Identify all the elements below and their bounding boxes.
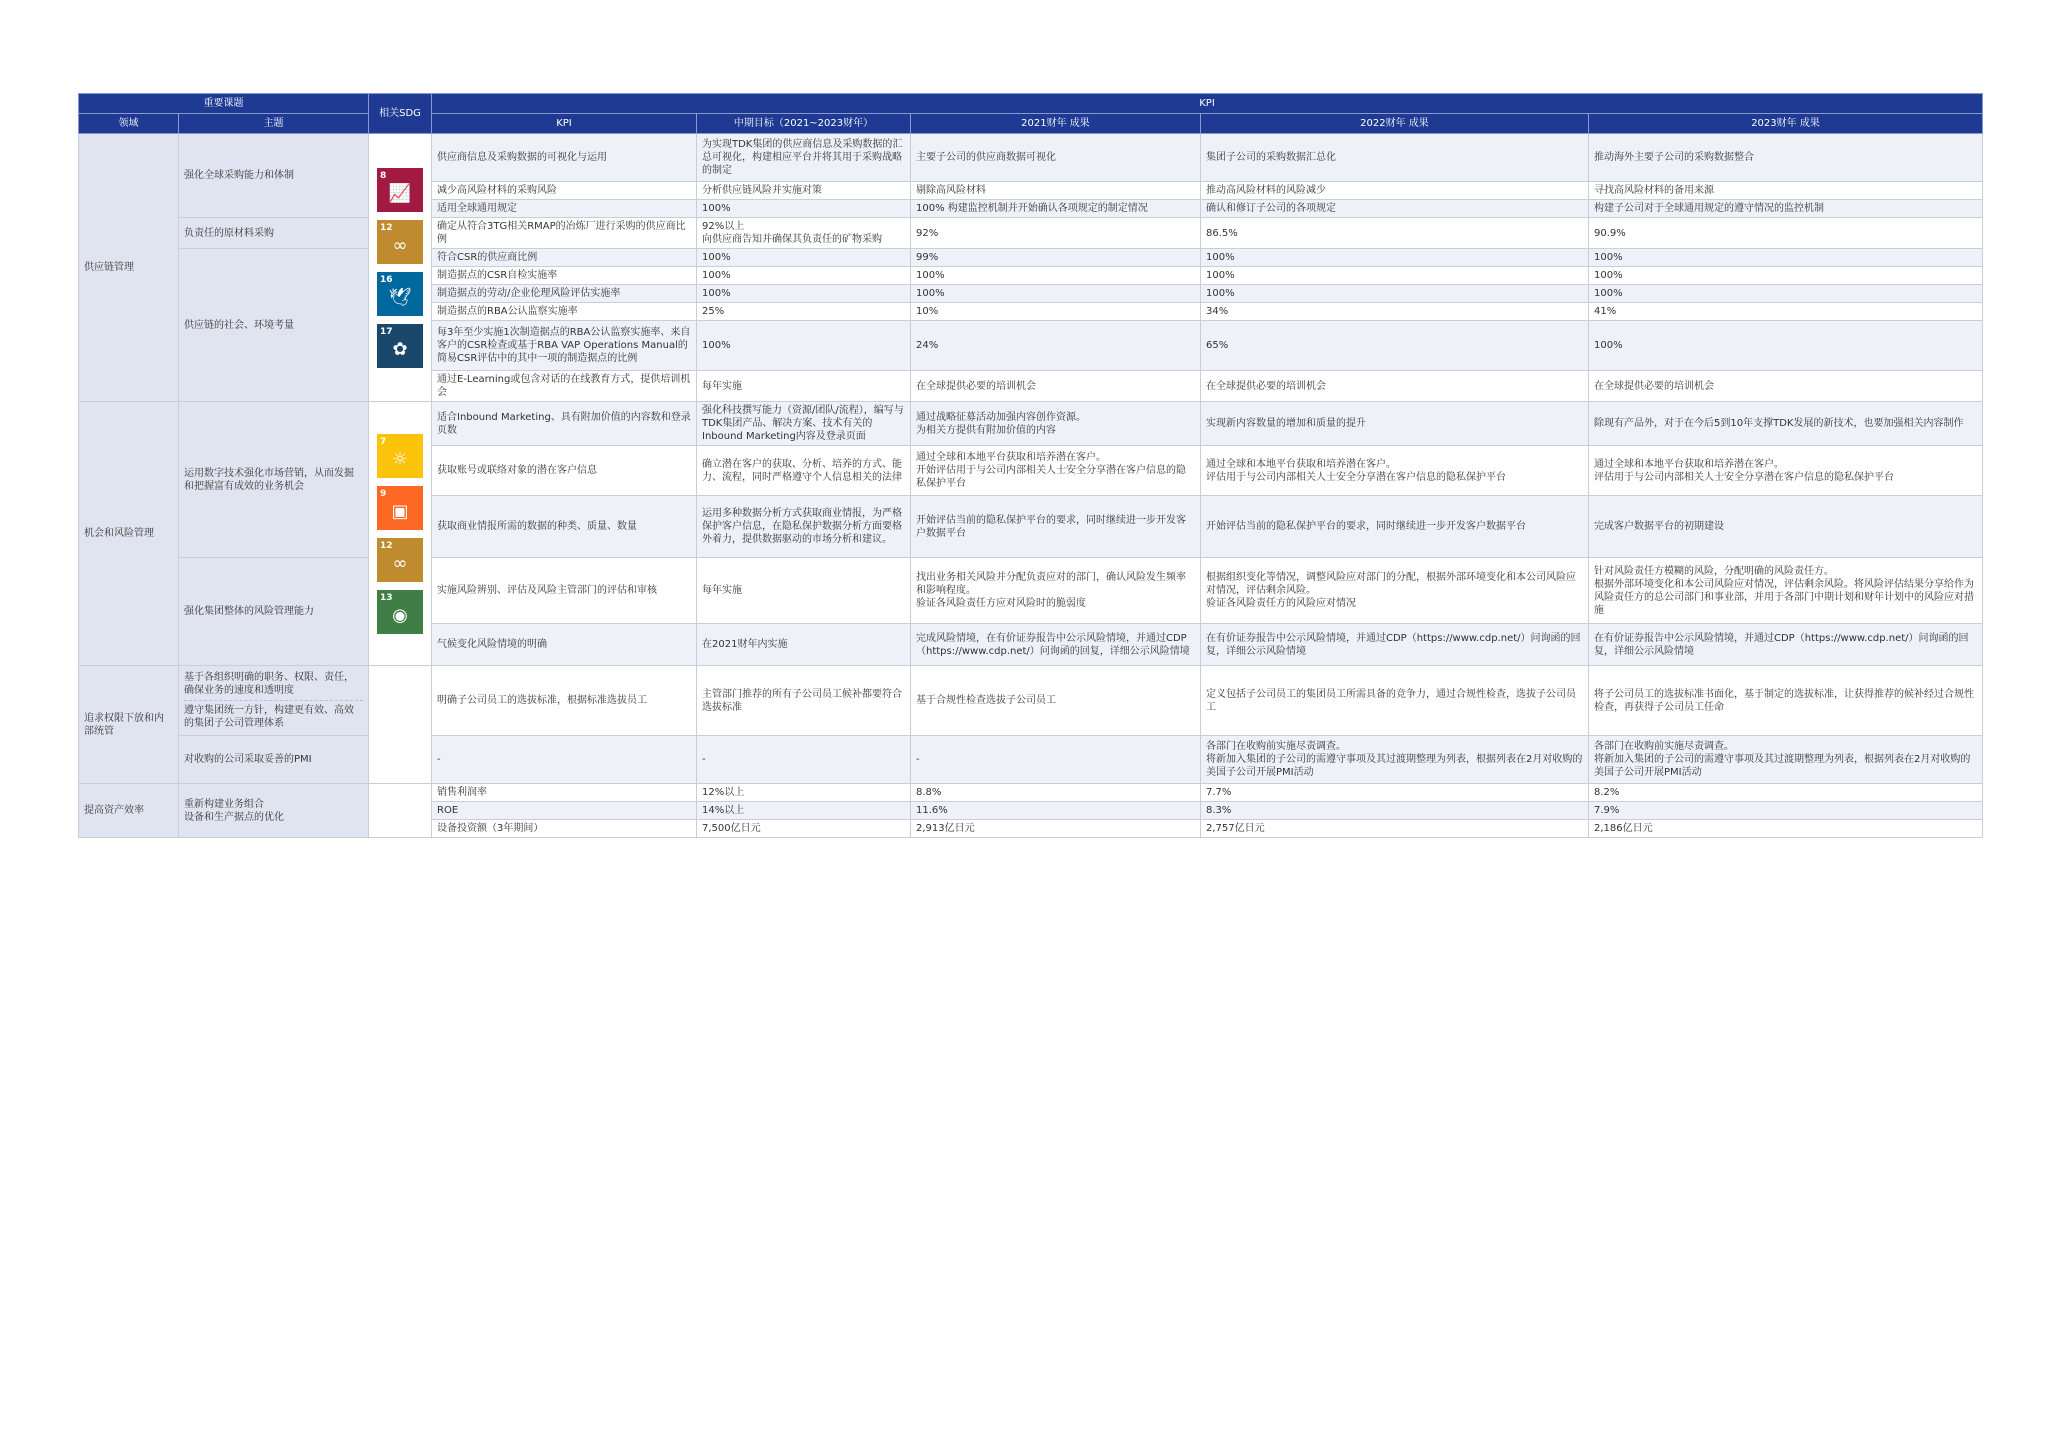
fy2022-cell: 7.7% <box>1201 784 1589 802</box>
mid-target-cell: - <box>697 736 911 784</box>
fy2021-cell: 24% <box>911 321 1201 371</box>
fy2023-cell: 100% <box>1589 267 1983 285</box>
fy2023-cell: 100% <box>1589 321 1983 371</box>
fy2023-cell: 在全球提供必要的培训机会 <box>1589 371 1983 402</box>
kpi-cell: 通过E-Learning或包含对话的在线教育方式，提供培训机会 <box>432 371 697 402</box>
mid-target-cell: 确立潜在客户的获取、分析、培养的方式、能力、流程，同时严格遵守个人信息相关的法律 <box>697 446 911 496</box>
mid-target-cell: 100% <box>697 285 911 303</box>
fy2023-cell: 各部门在收购前实施尽责调查。 将新加入集团的子公司的需遵守事项及其过渡期整理为列表，根据列表在2月对收购的美国子公司开展PMI活动 <box>1589 736 1983 784</box>
mid-target-header: 中期目标（2021~2023财年） <box>697 114 911 134</box>
mid-target-cell: 强化科技撰写能力（资源/团队/流程），编写与TDK集团产品、解决方案、技术有关的Inbound Marketing内容及登录页面 <box>697 402 911 446</box>
kpi-header: KPI <box>432 114 697 134</box>
fy2022-cell: 确认和修订子公司的各项规定 <box>1201 200 1589 218</box>
table-row <box>79 666 1983 736</box>
table-row <box>79 249 1983 267</box>
fy2022-cell: 集团子公司的采购数据汇总化 <box>1201 134 1589 182</box>
mid-target-cell: 100% <box>697 321 911 371</box>
partnerships-icon: 17 ✿ <box>377 324 423 368</box>
table-row <box>79 402 1983 446</box>
mid-target-cell: 14%以上 <box>697 802 911 820</box>
mid-target-cell: 每年实施 <box>697 558 911 624</box>
fy2022-cell: 开始评估当前的隐私保护平台的要求，同时继续进一步开发客户数据平台 <box>1201 496 1589 558</box>
mid-target-cell: 100% <box>697 200 911 218</box>
table-row <box>79 784 1983 802</box>
fy2023-cell: 寻找高风险材料的备用来源 <box>1589 182 1983 200</box>
fy2021-cell: 完成风险情境，在有价证券报告中公示风险情境，并通过CDP（https://www.cdp.net/）问询函的回复，详细公示风险情境 <box>911 624 1201 666</box>
fy2023-cell: 90.9% <box>1589 218 1983 249</box>
fy2021-cell: 11.6% <box>911 802 1201 820</box>
fy2021-cell: 100% <box>911 285 1201 303</box>
kpi-cell: ROE <box>432 802 697 820</box>
fy2021-cell: 8.8% <box>911 784 1201 802</box>
kpi-cell: 明确子公司员工的选拔标准，根据标准选拔员工 <box>432 666 697 736</box>
table-row <box>79 558 1983 624</box>
domain-asset-efficiency: 提高资产效率 <box>79 784 179 838</box>
fy2021-cell: 92% <box>911 218 1201 249</box>
fy2021-cell: 10% <box>911 303 1201 321</box>
theme-header: 主题 <box>179 114 369 134</box>
fy2021-cell: 2,913亿日元 <box>911 820 1201 838</box>
theme-clear-roles-text: 基于各组织明确的职务、权限、责任，确保业务的速度和透明度 <box>184 668 363 701</box>
fy2022-cell: 8.3% <box>1201 802 1589 820</box>
fy2023-cell: 除现有产品外，对于在今后5到10年支撑TDK发展的新技术，也要加强相关内容制作 <box>1589 402 1983 446</box>
table-row <box>79 736 1983 784</box>
fy2022-cell: 推动高风险材料的风险减少 <box>1201 182 1589 200</box>
kpi-cell: 获取账号或联络对象的潜在客户信息 <box>432 446 697 496</box>
fy2023-cell: 7.9% <box>1589 802 1983 820</box>
kpi-cell: 气候变化风险情境的明确 <box>432 624 697 666</box>
fy2022-cell: 100% <box>1201 249 1589 267</box>
fy2022-header: 2022财年 成果 <box>1201 114 1589 134</box>
peace-justice-icon: 16 🕊 <box>377 272 423 316</box>
fy2021-cell: 基于合规性检查选拔子公司员工 <box>911 666 1201 736</box>
fy2023-cell: 在有价证券报告中公示风险情境，并通过CDP（https://www.cdp.net/）问询函的回复，详细公示风险情境 <box>1589 624 1983 666</box>
mid-target-cell: 为实现TDK集团的供应商信息及采购数据的汇总可视化，构建相应平台并将其用于采购战略的制定 <box>697 134 911 182</box>
fy2022-cell: 在有价证券报告中公示风险情境，并通过CDP（https://www.cdp.net/）问询函的回复，详细公示风险情境 <box>1201 624 1589 666</box>
theme-clear-roles <box>179 666 369 736</box>
theme-responsible-materials: 负责任的原材料采购 <box>179 218 369 249</box>
fy2021-cell: 通过战略征募活动加强内容创作资源。 为相关方提供有附加价值的内容 <box>911 402 1201 446</box>
responsible-consumption-icon: 12 ∞ <box>377 220 423 264</box>
fy2023-cell: 将子公司员工的选拔标准书面化，基于制定的选拔标准，让获得推荐的候补经过合规性检查，再获得子公司员工任命 <box>1589 666 1983 736</box>
fy2021-cell: 开始评估当前的隐私保护平台的要求，同时继续进一步开发客户数据平台 <box>911 496 1201 558</box>
kpi-cell: 适合Inbound Marketing、具有附加价值的内容数和登录页数 <box>432 402 697 446</box>
theme-risk-management: 强化集团整体的风险管理能力 <box>179 558 369 666</box>
kpi-cell: 确定从符合3TG相关RMAP的冶炼厂进行采购的供应商比例 <box>432 218 697 249</box>
responsible-consumption-icon-2: 12 ∞ <box>377 538 423 582</box>
fy2022-cell: 34% <box>1201 303 1589 321</box>
theme-supply-chain-social: 供应链的社会、环境考量 <box>179 249 369 402</box>
fy2021-cell: 找出业务相关风险并分配负责应对的部门，确认风险发生频率和影响程度。 验证各风险责任方应对风险时的脆弱度 <box>911 558 1201 624</box>
theme-portfolio: 重新构建业务组合 设备和生产据点的优化 <box>179 784 369 838</box>
fy2022-cell: 65% <box>1201 321 1589 371</box>
fy2023-cell: 2,186亿日元 <box>1589 820 1983 838</box>
fy2022-cell: 在全球提供必要的培训机会 <box>1201 371 1589 402</box>
fy2023-header: 2023财年 成果 <box>1589 114 1983 134</box>
fy2023-cell: 41% <box>1589 303 1983 321</box>
fy2021-cell: 99% <box>911 249 1201 267</box>
kpi-cell: 设备投资额（3年期间） <box>432 820 697 838</box>
kpi-table <box>78 93 1983 838</box>
kpi-cell: 适用全球通用规定 <box>432 200 697 218</box>
climate-action-icon: 13 ◉ <box>377 590 423 634</box>
fy2021-cell: 通过全球和本地平台获取和培养潜在客户。 开始评估用于与公司内部相关人士安全分享潜在客户信息的隐私保护平台 <box>911 446 1201 496</box>
fy2021-header: 2021财年 成果 <box>911 114 1201 134</box>
fy2021-cell: 100% 构建监控机制并开始确认各项规定的制定情况 <box>911 200 1201 218</box>
fy2023-cell: 通过全球和本地平台获取和培养潜在客户。 评估用于与公司内部相关人士安全分享潜在客户信息的隐私保护平台 <box>1589 446 1983 496</box>
domain-header: 领域 <box>79 114 179 134</box>
fy2022-cell: 各部门在收购前实施尽责调查。 将新加入集团的子公司的需遵守事项及其过渡期整理为列表，根据列表在2月对收购的美国子公司开展PMI活动 <box>1201 736 1589 784</box>
kpi-cell: 制造据点的RBA公认监察实施率 <box>432 303 697 321</box>
kpi-cell: 减少高风险材料的采购风险 <box>432 182 697 200</box>
kpi-cell: 制造据点的劳动/企业伦理风险评估实施率 <box>432 285 697 303</box>
sdg-cell-asset <box>369 784 432 838</box>
mid-target-cell: 25% <box>697 303 911 321</box>
mid-target-cell: 7,500亿日元 <box>697 820 911 838</box>
fy2022-cell: 86.5% <box>1201 218 1589 249</box>
theme-group-management-text: 遵守集团统一方针，构建更有效、高效的集团子公司管理体系 <box>184 705 354 729</box>
fy2021-cell: 主要子公司的供应商数据可视化 <box>911 134 1201 182</box>
fy2021-cell: 100% <box>911 267 1201 285</box>
fy2023-cell: 针对风险责任方模糊的风险，分配明确的风险责任方。 根据外部环境变化和本公司风险应对情况，评估剩余风险。将风险评估结果分享给作为风险责任方的总公司部门和事业部，并用于各部门中期计划和财年计划中的风险应对措施 <box>1589 558 1983 624</box>
fy2022-cell: 100% <box>1201 267 1589 285</box>
fy2022-cell: 2,757亿日元 <box>1201 820 1589 838</box>
kpi-cell: 符合CSR的供应商比例 <box>432 249 697 267</box>
mid-target-cell: 分析供应链风险并实施对策 <box>697 182 911 200</box>
fy2022-cell: 100% <box>1201 285 1589 303</box>
fy2023-cell: 推动海外主要子公司的采购数据整合 <box>1589 134 1983 182</box>
domain-governance: 追求权限下放和内部统管 <box>79 666 179 784</box>
kpi-cell: - <box>432 736 697 784</box>
decent-work-icon: 8 📈 <box>377 168 423 212</box>
fy2021-cell: - <box>911 736 1201 784</box>
theme-global-procurement: 强化全球采购能力和体制 <box>179 134 369 218</box>
mid-target-cell: 100% <box>697 267 911 285</box>
topics-header: 重要课题 <box>79 94 369 114</box>
kpi-table-page <box>78 93 1982 838</box>
sdg-cell-supply-chain <box>369 134 432 402</box>
industry-innovation-icon: 9 ▣ <box>377 486 423 530</box>
fy2023-cell: 构建子公司对于全球通用规定的遵守情况的监控机制 <box>1589 200 1983 218</box>
mid-target-cell: 12%以上 <box>697 784 911 802</box>
fy2021-cell: 在全球提供必要的培训机会 <box>911 371 1201 402</box>
fy2023-cell: 完成客户数据平台的初期建设 <box>1589 496 1983 558</box>
mid-target-cell: 主管部门推荐的所有子公司员工候补都要符合选拔标准 <box>697 666 911 736</box>
domain-supply-chain: 供应链管理 <box>79 134 179 402</box>
table-row <box>79 218 1983 249</box>
theme-pmi: 对收购的公司采取妥善的PMI <box>179 736 369 784</box>
kpi-cell: 制造据点的CSR自检实施率 <box>432 267 697 285</box>
fy2021-cell: 剔除高风险材料 <box>911 182 1201 200</box>
mid-target-cell: 100% <box>697 249 911 267</box>
fy2022-cell: 实现新内容数量的增加和质量的提升 <box>1201 402 1589 446</box>
sdg-cell-risk <box>369 402 432 666</box>
fy2023-cell: 100% <box>1589 285 1983 303</box>
fy2023-cell: 8.2% <box>1589 784 1983 802</box>
fy2022-cell: 定义包括子公司员工的集团员工所需具备的竞争力，通过合规性检查，选拔子公司员工 <box>1201 666 1589 736</box>
kpi-cell: 每3年至少实施1次制造据点的RBA公认监察实施率、来自客户的CSR检查或基于RBA VAP Operations Manual的简易CSR评估中的其中一项的制造据点的比例 <box>432 321 697 371</box>
mid-target-cell: 每年实施 <box>697 371 911 402</box>
sdg-cell-governance <box>369 666 432 784</box>
theme-digital-marketing: 运用数字技术强化市场营销，从而发掘和把握富有成效的业务机会 <box>179 402 369 558</box>
clean-energy-icon: 7 ☼ <box>377 434 423 478</box>
domain-opportunity-risk: 机会和风险管理 <box>79 402 179 666</box>
mid-target-cell: 运用多种数据分析方式获取商业情报，为严格保护客户信息，在隐私保护数据分析方面要格外着力，提供数据驱动的市场分析和建议。 <box>697 496 911 558</box>
kpi-cell: 供应商信息及采购数据的可视化与运用 <box>432 134 697 182</box>
kpi-cell: 实施风险辨别、评估及风险主管部门的评估和审核 <box>432 558 697 624</box>
kpi-group-header: KPI <box>432 94 1983 114</box>
fy2022-cell: 根据组织变化等情况，调整风险应对部门的分配，根据外部环境变化和本公司风险应对情况，评估剩余风险。 验证各风险责任方的风险应对情况 <box>1201 558 1589 624</box>
kpi-cell: 销售利润率 <box>432 784 697 802</box>
fy2023-cell: 100% <box>1589 249 1983 267</box>
sdg-header: 相关SDG <box>369 94 432 134</box>
mid-target-cell: 在2021财年内实施 <box>697 624 911 666</box>
kpi-cell: 获取商业情报所需的数据的种类、质量、数量 <box>432 496 697 558</box>
mid-target-cell: 92%以上 向供应商告知并确保其负责任的矿物采购 <box>697 218 911 249</box>
fy2022-cell: 通过全球和本地平台获取和培养潜在客户。 评估用于与公司内部相关人士安全分享潜在客户信息的隐私保护平台 <box>1201 446 1589 496</box>
table-row <box>79 134 1983 182</box>
